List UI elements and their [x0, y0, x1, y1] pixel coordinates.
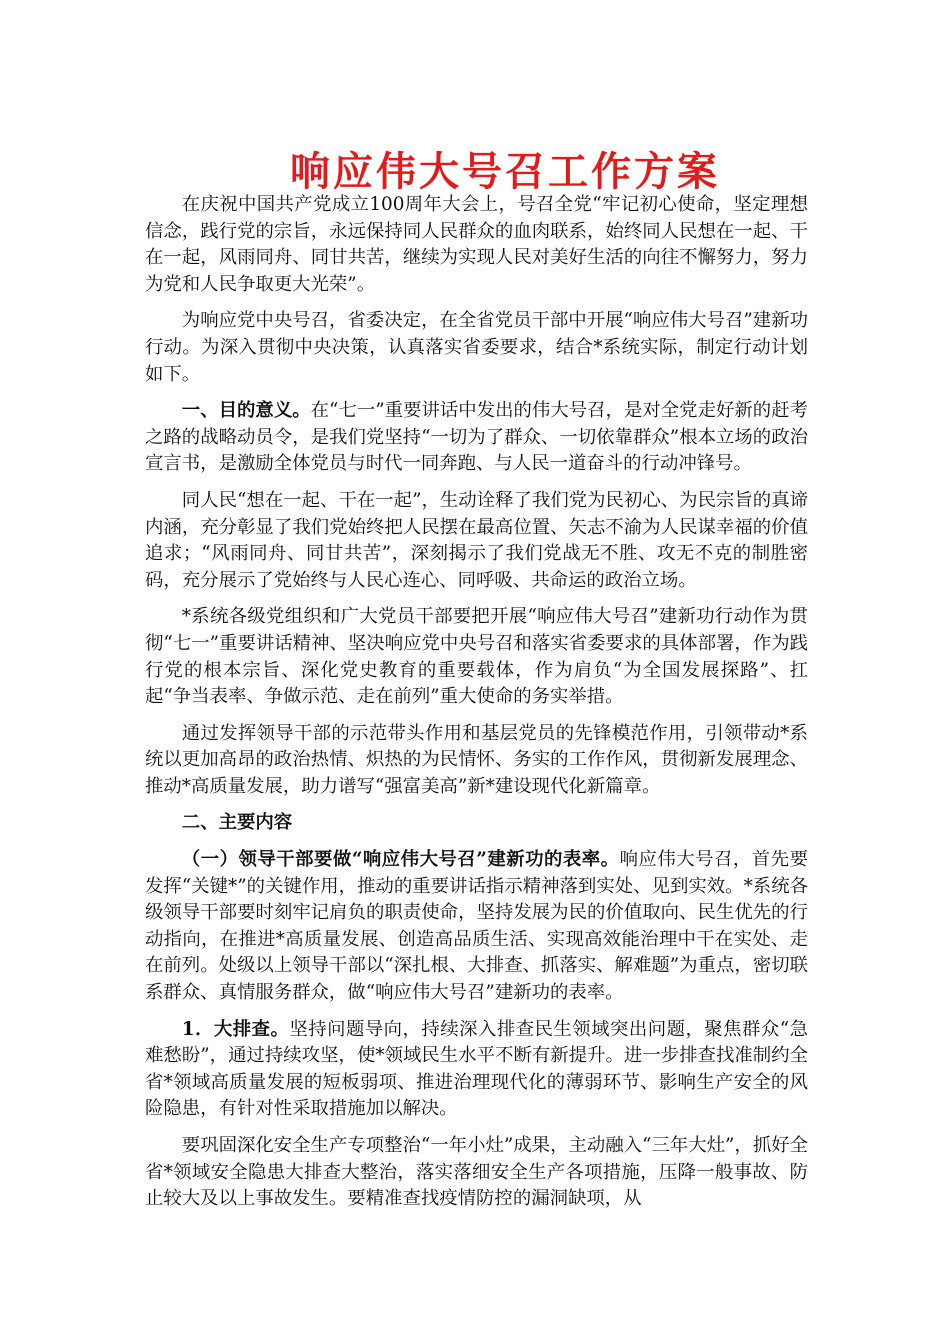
- paragraph-system: *系统各级党组织和广大党员干部要把开展“响应伟大号召”建新功行动作为贯彻“七一”重要讲话精神、坚决响应党中央号召和落实省委要求的具体部署，作为践行党的根本宗旨、深化党史教育的重要载体，作为肩负“为全国发展探路”、扛起“争当表率、争做示范、走在前列”重大使命的务实举措。: [145, 606, 808, 708]
- paragraph-purpose: [145, 398, 808, 478]
- paragraph-decision: 为响应党中央号召，省委决定，在全省党员干部中开展“响应伟大号召”建新功行动。为深入贯彻中央决策，认真落实省委要求，结合*系统实际，制定行动计划如下。: [145, 310, 808, 385]
- document-body: [145, 192, 808, 1223]
- paragraph-purpose-text: 在“七一”重要讲话中发出的伟大号召，是对全党走好新的赶考之路的战略动员令，是我们党坚持“一切为了群众、一切依靠群众”根本立场的政治宣言书，是激励全体党员与时代一同奔跑、与人民一道奋斗的行动冲锋号。: [145, 400, 808, 475]
- paragraph-leaders: [145, 847, 808, 1007]
- paragraph-inspection: [145, 1017, 808, 1123]
- paragraph-safety: 要巩固深化安全生产专项整治“一年小灶”成果，主动融入“三年大灶”，抓好全省*领域安全隐患大排查大整治，落实落细安全生产各项措施，压降一般事故、防止较大及以上事故发生。要精准查找疫情防控的漏洞缺项，从: [145, 1135, 808, 1210]
- paragraph-leaders-text: 响应伟大号召，首先要发挥“关键*”的关键作用，推动的重要讲话指示精神落到实处、见到实效。*系统各级领导干部要时刻牢记肩负的职责使命，坚持发展为民的价值取向、民生优先的行动指向，在推进*高质量发展、创造高品质生活、实现高效能治理中干在实处、走在前列。处级以上领导干部以“深扎根、大排查、抓落实、解难题”为重点，密切联系群众、真情服务群众，做“响应伟大号召”建新功的表率。: [145, 849, 808, 1004]
- paragraph-leadership: 通过发挥领导干部的示范带头作用和基层党员的先锋模范作用，引领带动*系统以更加高昂的政治热情、炽热的为民情怀、务实的工作作风，贯彻新发展理念、推动*高质量发展，助力谱写“强富美高”新*建设现代化新篇章。: [145, 722, 808, 797]
- item-heading-inspection: 1．大排查。: [181, 1018, 290, 1040]
- document-title: 响应伟大号召工作方案: [290, 149, 720, 195]
- paragraph-people: 同人民“想在一起、干在一起”，生动诠释了我们党为民初心、为民宗旨的真谛内涵，充分彰显了我们党始终把人民摆在最高位置、矢志不渝为人民谋幸福的价值追求；“风雨同舟、同甘共苦”，深刻揭示了我们党战无不胜、攻无不克的制胜密码，充分展示了党始终与人民心连心、同呼吸、共命运的政治立场。: [145, 489, 808, 591]
- subsection-heading-leaders: （一）领导干部要做“响应伟大号召”建新功的表率。: [181, 849, 620, 871]
- section-heading-purpose: 一、目的意义。: [181, 400, 311, 422]
- paragraph-inspection-text: 坚持问题导向，持续深入排查民生领域突出问题，聚焦群众“急难愁盼”，通过持续攻坚，使*领域民生水平不断有新提升。进一步排查找准制约全省*领域高质量发展的短板弱项、推进治理现代化的薄弱环节、影响生产安全的风险隐患，有针对性采取措施加以解决。: [145, 1018, 809, 1120]
- section-heading-content: 二、主要内容: [181, 812, 293, 834]
- paragraph-intro: 在庆祝中国共产党成立100周年大会上，号召全党“牢记初心使命，坚定理想信念，践行党的宗旨，永远保持同人民群众的血肉联系，始终同人民想在一起、干在一起，风雨同舟、同甘共苦，继续为实现人民对美好生活的向往不懈努力，努力为党和人民争取更大光荣”。: [145, 194, 808, 295]
